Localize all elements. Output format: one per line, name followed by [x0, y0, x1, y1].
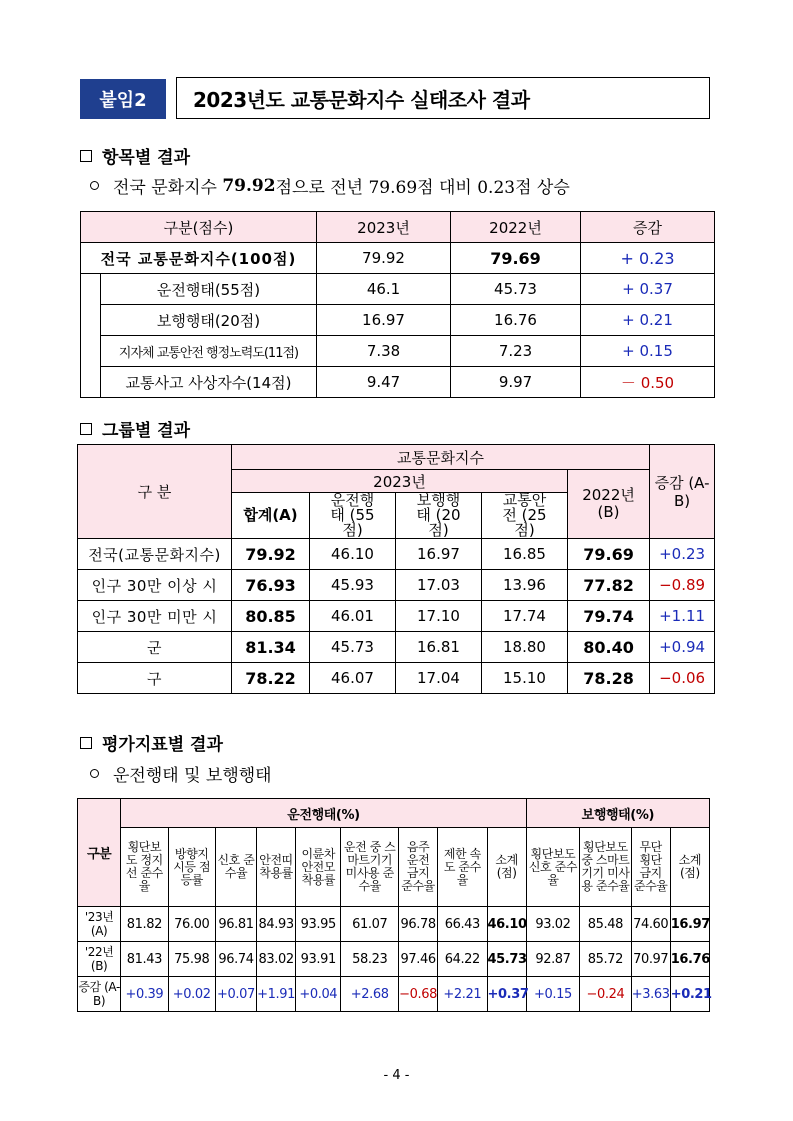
square-bullet-icon	[80, 150, 92, 162]
cell-change: +2.68	[341, 977, 399, 1012]
cell-value: 17.74	[482, 601, 568, 632]
square-bullet-icon	[80, 423, 92, 435]
cell-value: 74.60	[631, 907, 670, 942]
indent-cell	[81, 367, 101, 398]
cell-change: +0.37	[487, 977, 526, 1012]
header-index: 교통문화지수	[232, 445, 650, 470]
indent-cell	[81, 336, 101, 367]
square-bullet-icon	[80, 737, 92, 749]
cell-value: 46.07	[310, 663, 396, 694]
cell-value: 45.73	[487, 942, 526, 977]
cell-value: 17.04	[396, 663, 482, 694]
cell-change: +0.21	[670, 977, 709, 1012]
summary-value: 79.92	[222, 175, 276, 196]
cell-value: 18.80	[482, 632, 568, 663]
row-label: 증감 (A-B)	[78, 977, 121, 1012]
page-number: - 4 -	[383, 1068, 410, 1083]
column-header: 신호 준수율	[215, 828, 256, 907]
header-group: 구분	[78, 799, 121, 907]
section-heading-groups	[80, 416, 190, 441]
cell-value: 46.10	[487, 907, 526, 942]
cell-value: 97.46	[399, 942, 438, 977]
cell-value: 79.69	[568, 539, 650, 570]
header-sum: 합계(A)	[232, 493, 310, 539]
cell-value: 46.01	[310, 601, 396, 632]
cell-value: 16.97	[396, 539, 482, 570]
attachment-badge: 붙임2	[80, 79, 166, 119]
row-label: '23년 (A)	[78, 907, 121, 942]
cell-value: 46.10	[310, 539, 396, 570]
section-heading-items	[80, 143, 190, 168]
cell-value: 70.97	[631, 942, 670, 977]
header-walk: 보행행태(%)	[526, 799, 709, 828]
header-2023: 2023년	[232, 470, 568, 493]
column-header: 횡단보도 신호 준수율	[526, 828, 580, 907]
cell-change: +1.91	[257, 977, 296, 1012]
table-row	[78, 601, 715, 632]
cell-change: + 0.23	[581, 243, 715, 274]
column-header: 무단 횡단 금지 준수율	[631, 828, 670, 907]
cell-change: +3.63	[631, 977, 670, 1012]
cell-value: 46.1	[317, 274, 451, 305]
cell-change: +0.04	[296, 977, 341, 1012]
row-label: 교통사고 사상자수(14점)	[101, 367, 317, 398]
summary-text-pre: 전국 문화지수	[113, 178, 223, 198]
cell-value: 16.97	[670, 907, 709, 942]
cell-value: 85.48	[580, 907, 631, 942]
cell-change: + 0.21	[581, 305, 715, 336]
cell-value: 81.43	[121, 942, 168, 977]
cell-change: +0.39	[121, 977, 168, 1012]
circle-bullet-icon	[90, 769, 99, 778]
cell-change: + 0.15	[581, 336, 715, 367]
table-row	[78, 907, 710, 942]
header-change: 증감 (A-B)	[650, 445, 715, 539]
cell-value: 45.73	[310, 632, 396, 663]
cell-value: 9.97	[451, 367, 581, 398]
cell-change: +0.07	[215, 977, 256, 1012]
cell-value: 79.74	[568, 601, 650, 632]
cell-change: +0.15	[526, 977, 580, 1012]
column-header: 제한 속도 준수율	[438, 828, 487, 907]
circle-bullet-icon	[90, 181, 99, 190]
cell-value: 64.22	[438, 942, 487, 977]
cell-change: +2.21	[438, 977, 487, 1012]
cell-value: 80.85	[232, 601, 310, 632]
cell-value: 16.85	[482, 539, 568, 570]
cell-value: 96.78	[399, 907, 438, 942]
cell-value: 85.72	[580, 942, 631, 977]
column-header: 횡단보도 중 스마트기기 미사용 준수율	[580, 828, 631, 907]
indent-cell	[81, 305, 101, 336]
cell-change: −0.24	[580, 977, 631, 1012]
cell-change: +1.11	[650, 601, 715, 632]
cell-value: 16.81	[396, 632, 482, 663]
table-header-row	[81, 212, 715, 243]
cell-value: 93.91	[296, 942, 341, 977]
header-2022: 2022년	[451, 212, 581, 243]
column-header: 음주 운전 금지 준수율	[399, 828, 438, 907]
cell-change: −0.68	[399, 977, 438, 1012]
header-2023: 2023년	[317, 212, 451, 243]
cell-value: 15.10	[482, 663, 568, 694]
cell-value: 17.10	[396, 601, 482, 632]
cell-change: +0.23	[650, 539, 715, 570]
cell-value: 76.93	[232, 570, 310, 601]
indicator-result-table	[77, 798, 710, 1012]
cell-value: 7.38	[317, 336, 451, 367]
column-header: 이륜차 안전모 착용률	[296, 828, 341, 907]
indent-cell	[81, 274, 101, 305]
table-row	[78, 570, 715, 601]
cell-value: 78.22	[232, 663, 310, 694]
row-label: 운전행태(55점)	[101, 274, 317, 305]
cell-value: 79.92	[317, 243, 451, 274]
cell-value: 75.98	[168, 942, 215, 977]
document-title: 2023년도 교통문화지수 실태조사 결과	[176, 77, 710, 119]
cell-value: 45.73	[451, 274, 581, 305]
header-walk: 보행행태 (20점)	[396, 493, 482, 539]
header-change: 증감	[581, 212, 715, 243]
table-row	[78, 942, 710, 977]
cell-value: 61.07	[341, 907, 399, 942]
cell-change: + 0.37	[581, 274, 715, 305]
section-heading-label: 평가지표별 결과	[102, 735, 223, 755]
row-label: 전국 교통문화지수(100점)	[81, 243, 317, 274]
header-safety: 교통안전 (25점)	[482, 493, 568, 539]
table-row	[81, 274, 715, 305]
cell-value: 93.95	[296, 907, 341, 942]
section-heading-label: 항목별 결과	[102, 148, 191, 168]
row-label: 보행행태(20점)	[101, 305, 317, 336]
row-label: 지자체 교통안전 행정노력도(11점)	[101, 336, 317, 367]
row-label: 인구 30만 미만 시	[78, 601, 232, 632]
cell-value: 45.93	[310, 570, 396, 601]
cell-change: −0.89	[650, 570, 715, 601]
summary-text-post: 점으로 전년 79.69점 대비 0.23점 상승	[275, 178, 570, 198]
section-heading-indicators	[80, 730, 223, 755]
cell-value: 83.02	[257, 942, 296, 977]
cell-change: +0.94	[650, 632, 715, 663]
cell-value: 96.81	[215, 907, 256, 942]
cell-value: 92.87	[526, 942, 580, 977]
items-result-table	[80, 211, 715, 398]
table-row	[78, 977, 710, 1012]
cell-value: 66.43	[438, 907, 487, 942]
table-row	[78, 663, 715, 694]
column-header: 횡단보도 정지선 준수율	[121, 828, 168, 907]
cell-value: 80.40	[568, 632, 650, 663]
cell-value: 76.00	[168, 907, 215, 942]
cell-change: −0.06	[650, 663, 715, 694]
row-label: 전국(교통문화지수)	[78, 539, 232, 570]
cell-value: 77.82	[568, 570, 650, 601]
cell-value: 16.76	[451, 305, 581, 336]
table-row	[78, 632, 715, 663]
row-label: 인구 30만 이상 시	[78, 570, 232, 601]
cell-value: 78.28	[568, 663, 650, 694]
row-label: '22년 (B)	[78, 942, 121, 977]
cell-value: 96.74	[215, 942, 256, 977]
table-row	[78, 539, 715, 570]
column-header: 소계 (점)	[487, 828, 526, 907]
cell-value: 81.82	[121, 907, 168, 942]
header-drive: 운전행태 (55점)	[310, 493, 396, 539]
cell-value: 16.76	[670, 942, 709, 977]
section-heading-label: 그룹별 결과	[102, 421, 191, 441]
column-header: 운전 중 스마트기기 미사용 준수율	[341, 828, 399, 907]
cell-value: 9.47	[317, 367, 451, 398]
cell-value: 58.23	[341, 942, 399, 977]
cell-value: 16.97	[317, 305, 451, 336]
header-category: 구분(점수)	[81, 212, 317, 243]
cell-value: 13.96	[482, 570, 568, 601]
summary-line	[90, 173, 570, 198]
row-label: 구	[78, 663, 232, 694]
cell-value: 79.69	[451, 243, 581, 274]
sub-heading-line	[90, 761, 272, 786]
header-2022: 2022년 (B)	[568, 470, 650, 539]
table-row	[81, 367, 715, 398]
cell-value: 7.23	[451, 336, 581, 367]
group-result-table	[77, 444, 715, 694]
table-row	[81, 305, 715, 336]
cell-value: 79.92	[232, 539, 310, 570]
cell-value: 84.93	[257, 907, 296, 942]
cell-value: 17.03	[396, 570, 482, 601]
sub-heading-label: 운전행태 및 보행행태	[113, 766, 272, 786]
column-header: 소계 (점)	[670, 828, 709, 907]
cell-change: － 0.50	[581, 367, 715, 398]
table-row	[81, 243, 715, 274]
column-header: 안전띠 착용률	[257, 828, 296, 907]
header-group: 구 분	[78, 445, 232, 539]
table-row	[81, 336, 715, 367]
cell-change: +0.02	[168, 977, 215, 1012]
header-drive: 운전행태(%)	[121, 799, 526, 828]
cell-value: 93.02	[526, 907, 580, 942]
column-header: 방향지 시등 점등률	[168, 828, 215, 907]
row-label: 군	[78, 632, 232, 663]
cell-value: 81.34	[232, 632, 310, 663]
